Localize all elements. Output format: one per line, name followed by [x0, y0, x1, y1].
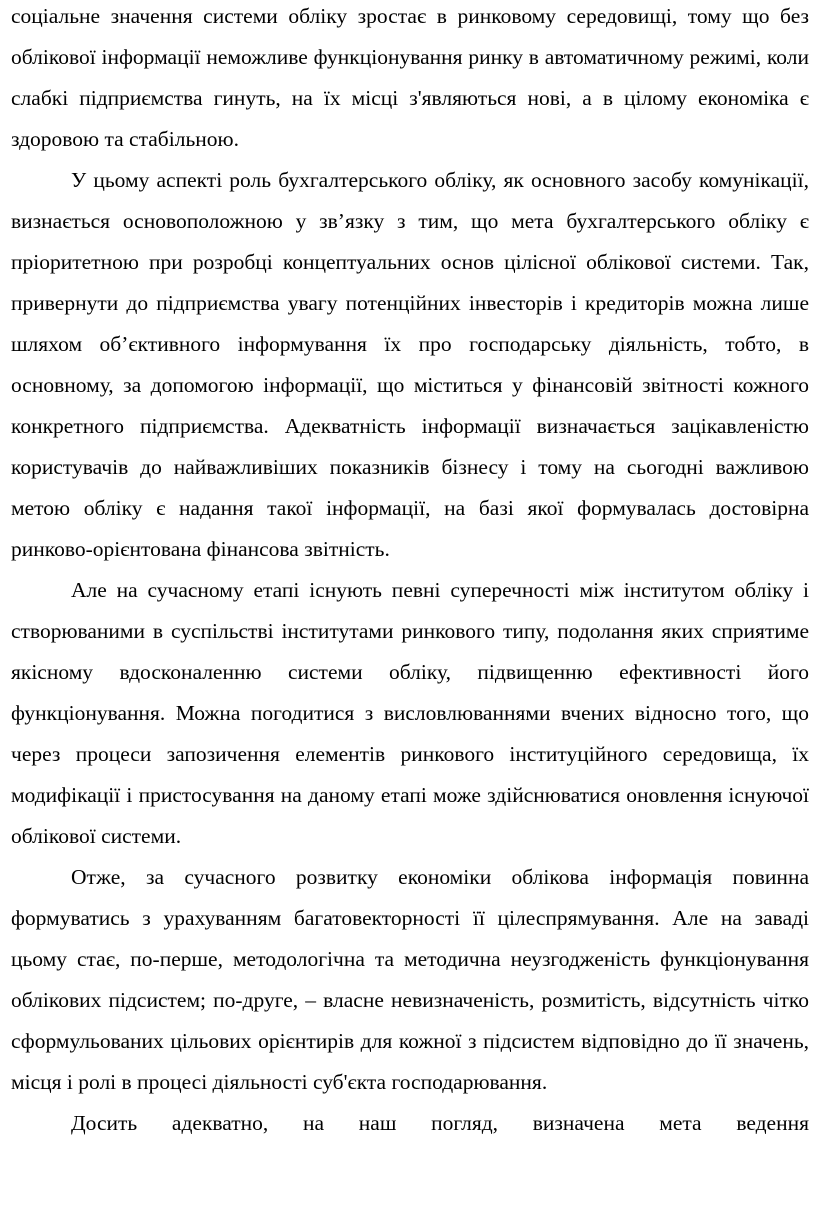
document-page — [11, 0, 809, 1144]
paragraph-continuation: соціальне значення системи обліку зростає в ринковому середовищі, тому що без облікової інформації неможливе функціонування ринку в автоматичному режимі, коли слабкі підприємства гинуть, на їх місці з'являються нові, а в цілому економіка є здоровою та стабільною. — [11, 4, 809, 151]
paragraph: У цьому аспекті роль бухгалтерського обліку, як основного засобу комунікації, визнається основоположною у зв’язку з тим, що мета бухгалтерського обліку є пріоритетною при розробці концептуальних основ цілісної облікової системи. Так, привернути до підприємства увагу потенційних інвесторів і кредиторів можна лише шляхом об’єктивного інформування їх про господарську діяльність, тобто, в основному, за допомогою інформації, що міститься у фінансовій звітності кожного конкретного підприємства. Адекватність інформації визначається зацікавленістю користувачів до найважливіших показників бізнесу і тому на сьогодні важливою метою обліку є надання такої інформації, на базі якої формувалась достовірна ринково-орієнтована фінансова звітність. — [11, 168, 809, 561]
paragraph: Досить адекватно, на наш погляд, визначена мета ведення — [71, 1111, 809, 1135]
paragraph: Але на сучасному етапі існують певні суперечності між інститутом обліку і створюваними в суспільстві інститутами ринкового типу, подолання яких сприятиме якісному вдосконаленню системи обліку, підвищенню ефективності його функціонування. Можна погодитися з висловлюваннями вчених відносно того, що через процеси запозичення елементів ринкового інституційного середовища, їх модифікації і пристосування на даному етапі може здійснюватися оновлення існуючої облікової системи. — [11, 578, 809, 848]
paragraph: Отже, за сучасного розвитку економіки облікова інформація повинна формуватись з урахуванням багатовекторності її цілеспрямування. Але на заваді цьому стає, по-перше, методологічна та методична неузгодженість функціонування облікових підсистем; по-друге, – власне невизначеність, розмитість, відсутність чітко сформульованих цільових орієнтирів для кожної з підсистем відповідно до її значень, місця і ролі в процесі діяльності суб'єкта господарювання. — [11, 865, 809, 1094]
